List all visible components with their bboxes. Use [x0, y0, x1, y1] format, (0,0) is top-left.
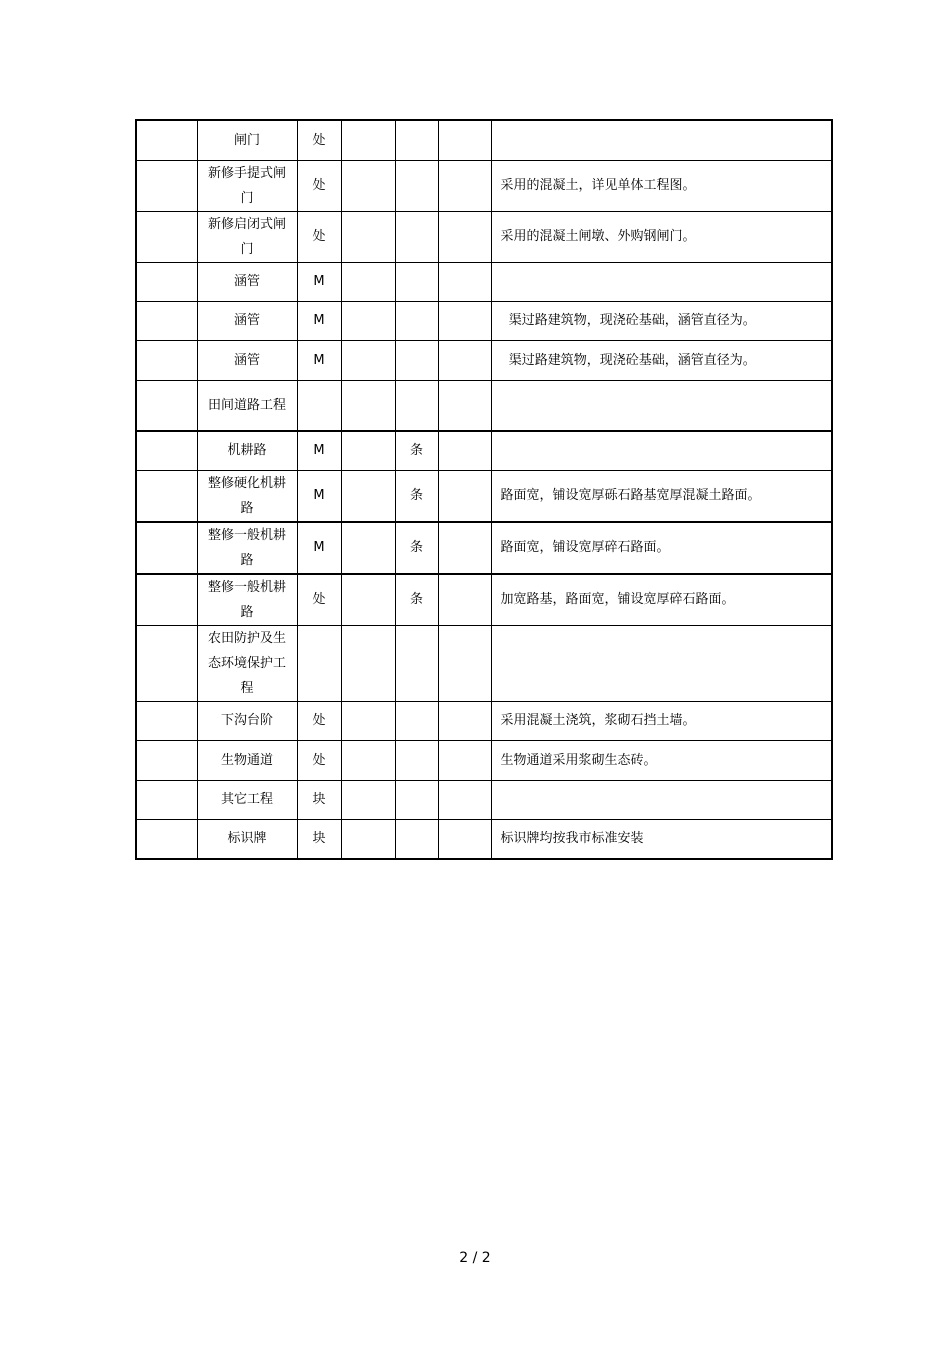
- table-row: [136, 160, 832, 211]
- count-unit-cell: [395, 780, 438, 819]
- note-cell: [491, 780, 832, 819]
- count-unit-cell: 条: [395, 522, 438, 574]
- note-cell: [491, 380, 832, 431]
- item-name-cell: 下沟台阶: [197, 701, 297, 740]
- table-row: [136, 380, 832, 431]
- unit-cell: [297, 380, 341, 431]
- index-cell: [136, 301, 197, 340]
- blank-cell: [438, 780, 491, 819]
- note-cell: 路面宽，铺设宽厚碎石路面。: [491, 522, 832, 574]
- blank-cell: [341, 120, 395, 160]
- count-unit-cell: [395, 625, 438, 701]
- table-row: [136, 120, 832, 160]
- blank-cell: [341, 160, 395, 211]
- blank-cell: [438, 160, 491, 211]
- note-cell: 生物通道采用浆砌生态砖。: [491, 740, 832, 780]
- blank-cell: [438, 625, 491, 701]
- blank-cell: [341, 340, 395, 380]
- index-cell: [136, 120, 197, 160]
- table-row: [136, 522, 832, 574]
- blank-cell: [341, 625, 395, 701]
- note-cell: 渠过路建筑物，现浇砼基础，涵管直径为。: [491, 340, 832, 380]
- count-unit-cell: [395, 701, 438, 740]
- table-row: [136, 701, 832, 740]
- unit-cell: 处: [297, 701, 341, 740]
- note-cell: 采用的混凝土，详见单体工程图。: [491, 160, 832, 211]
- table-row: [136, 431, 832, 470]
- blank-cell: [341, 211, 395, 262]
- blank-cell: [341, 301, 395, 340]
- table-row: [136, 819, 832, 859]
- blank-cell: [438, 701, 491, 740]
- section-heading-cell: 农田防护及生态环境保护工程: [197, 625, 297, 701]
- table-row: [136, 470, 832, 522]
- index-cell: [136, 740, 197, 780]
- count-unit-cell: [395, 380, 438, 431]
- unit-cell: 处: [297, 740, 341, 780]
- blank-cell: [341, 819, 395, 859]
- index-cell: [136, 211, 197, 262]
- item-name-cell: 闸门: [197, 120, 297, 160]
- item-name-cell: 新修启闭式闸门: [197, 211, 297, 262]
- count-unit-cell: [395, 211, 438, 262]
- item-name-cell: 标识牌: [197, 819, 297, 859]
- blank-cell: [438, 522, 491, 574]
- index-cell: [136, 470, 197, 522]
- page-number: 2 / 2: [459, 1250, 491, 1266]
- index-cell: [136, 431, 197, 470]
- blank-cell: [341, 780, 395, 819]
- blank-cell: [438, 301, 491, 340]
- count-unit-cell: [395, 262, 438, 301]
- count-unit-cell: [395, 740, 438, 780]
- blank-cell: [341, 262, 395, 301]
- count-unit-cell: 条: [395, 470, 438, 522]
- item-name-cell: 整修一般机耕路: [197, 574, 297, 626]
- note-cell: [491, 431, 832, 470]
- note-cell: [491, 625, 832, 701]
- unit-cell: M: [297, 262, 341, 301]
- count-unit-cell: [395, 120, 438, 160]
- index-cell: [136, 160, 197, 211]
- index-cell: [136, 340, 197, 380]
- table-row: [136, 211, 832, 262]
- count-unit-cell: [395, 301, 438, 340]
- unit-cell: M: [297, 340, 341, 380]
- blank-cell: [341, 380, 395, 431]
- table-row: [136, 780, 832, 819]
- unit-cell: 处: [297, 160, 341, 211]
- unit-cell: 处: [297, 574, 341, 626]
- unit-cell: M: [297, 301, 341, 340]
- engineering-items-table: [135, 119, 833, 860]
- note-cell: 采用的混凝土闸墩、外购钢闸门。: [491, 211, 832, 262]
- unit-cell: 块: [297, 819, 341, 859]
- section-heading-cell: 田间道路工程: [197, 380, 297, 431]
- unit-cell: M: [297, 522, 341, 574]
- table-row: [136, 301, 832, 340]
- blank-cell: [438, 470, 491, 522]
- note-cell: [491, 262, 832, 301]
- blank-cell: [341, 574, 395, 626]
- blank-cell: [438, 211, 491, 262]
- count-unit-cell: [395, 160, 438, 211]
- blank-cell: [438, 262, 491, 301]
- index-cell: [136, 701, 197, 740]
- index-cell: [136, 819, 197, 859]
- index-cell: [136, 780, 197, 819]
- item-name-cell: 机耕路: [197, 431, 297, 470]
- blank-cell: [438, 120, 491, 160]
- note-cell: 渠过路建筑物，现浇砼基础，涵管直径为。: [491, 301, 832, 340]
- unit-cell: M: [297, 470, 341, 522]
- unit-cell: M: [297, 431, 341, 470]
- count-unit-cell: 条: [395, 574, 438, 626]
- blank-cell: [438, 574, 491, 626]
- blank-cell: [341, 522, 395, 574]
- note-cell: 加宽路基，路面宽，铺设宽厚碎石路面。: [491, 574, 832, 626]
- count-unit-cell: [395, 340, 438, 380]
- index-cell: [136, 380, 197, 431]
- item-name-cell: 涵管: [197, 340, 297, 380]
- unit-cell: [297, 625, 341, 701]
- table-row: [136, 625, 832, 701]
- index-cell: [136, 625, 197, 701]
- item-name-cell: 涵管: [197, 262, 297, 301]
- table-row: [136, 574, 832, 626]
- section-heading-cell: 其它工程: [197, 780, 297, 819]
- count-unit-cell: 条: [395, 431, 438, 470]
- item-name-cell: 新修手提式闸门: [197, 160, 297, 211]
- item-name-cell: 整修一般机耕路: [197, 522, 297, 574]
- blank-cell: [341, 701, 395, 740]
- blank-cell: [438, 380, 491, 431]
- unit-cell: 处: [297, 120, 341, 160]
- blank-cell: [438, 819, 491, 859]
- index-cell: [136, 262, 197, 301]
- table-row: [136, 740, 832, 780]
- item-name-cell: 生物通道: [197, 740, 297, 780]
- blank-cell: [438, 431, 491, 470]
- index-cell: [136, 574, 197, 626]
- count-unit-cell: [395, 819, 438, 859]
- blank-cell: [341, 431, 395, 470]
- blank-cell: [438, 340, 491, 380]
- blank-cell: [341, 470, 395, 522]
- note-cell: 路面宽，铺设宽厚砾石路基宽厚混凝土路面。: [491, 470, 832, 522]
- blank-cell: [438, 740, 491, 780]
- table-row: [136, 262, 832, 301]
- item-name-cell: 整修硬化机耕路: [197, 470, 297, 522]
- table-row: [136, 340, 832, 380]
- unit-cell: 处: [297, 211, 341, 262]
- note-cell: 采用混凝土浇筑，浆砌石挡土墙。: [491, 701, 832, 740]
- unit-cell: 块: [297, 780, 341, 819]
- note-cell: [491, 120, 832, 160]
- item-name-cell: 涵管: [197, 301, 297, 340]
- note-cell: 标识牌均按我市标准安装: [491, 819, 832, 859]
- blank-cell: [341, 740, 395, 780]
- index-cell: [136, 522, 197, 574]
